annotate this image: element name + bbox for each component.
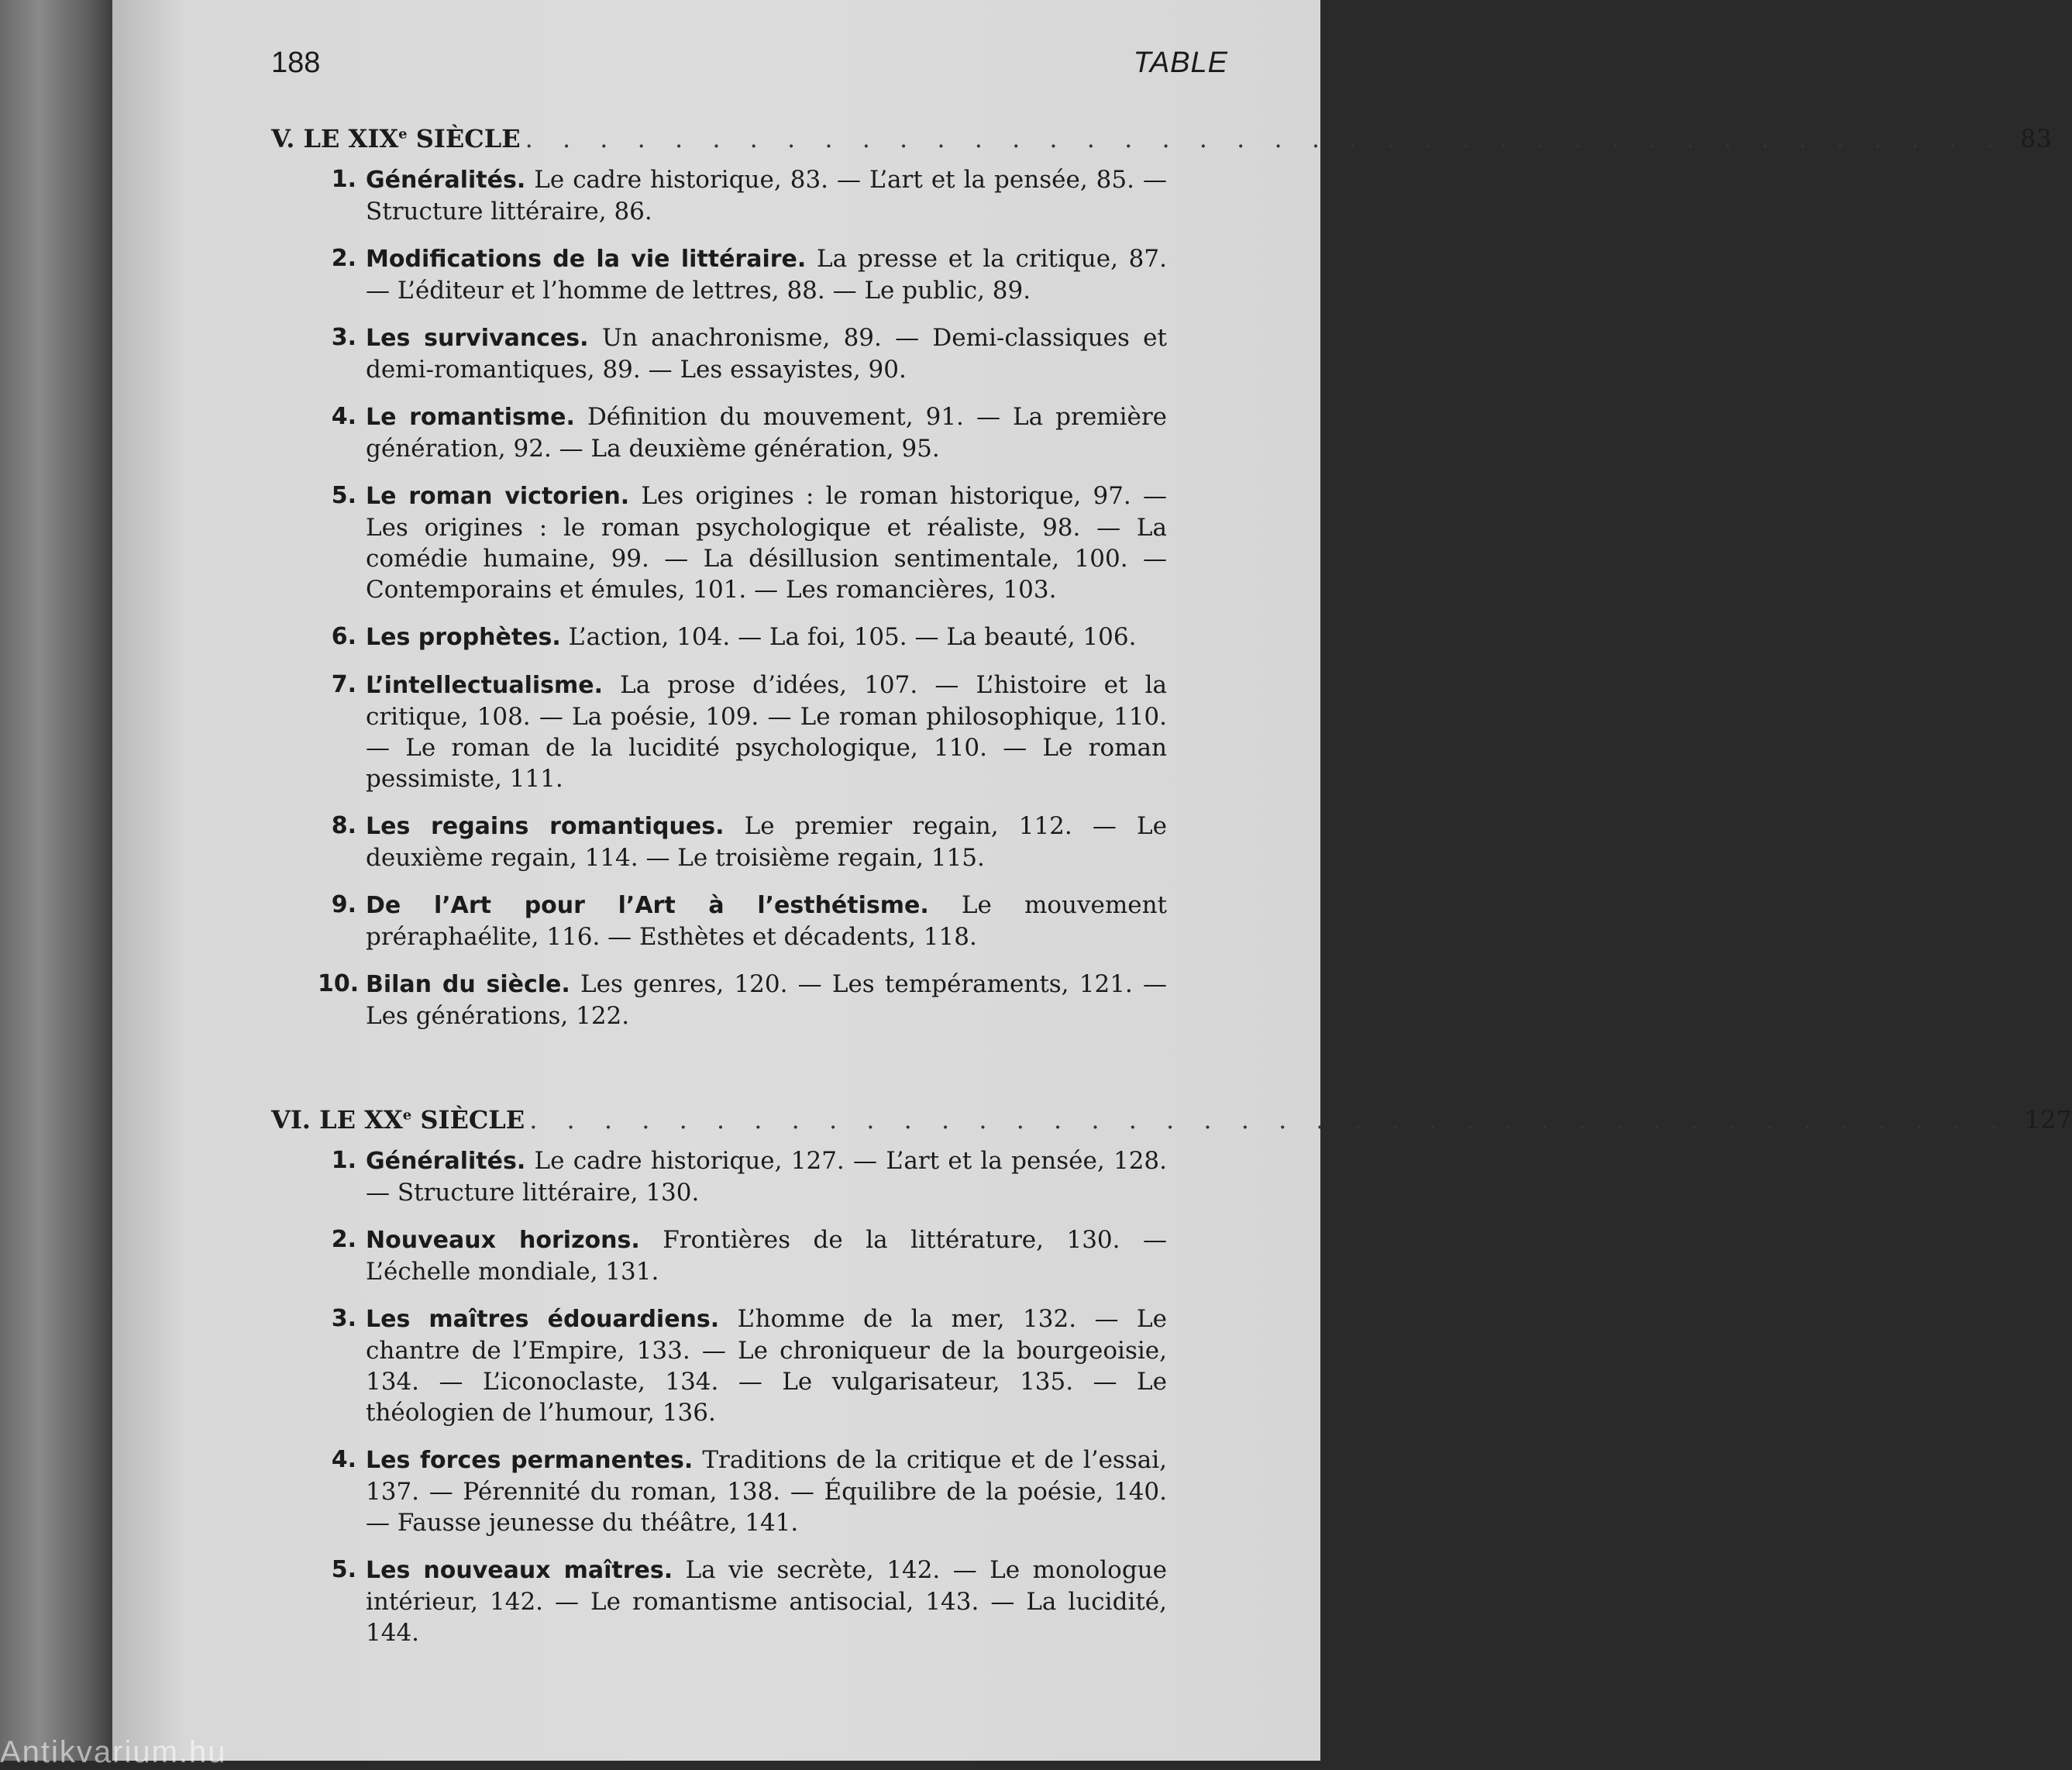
list-item bbox=[331, 164, 1167, 227]
entry-title: Nouveaux horizons. bbox=[366, 1227, 640, 1254]
entry-title: Les regains romantiques. bbox=[366, 813, 725, 840]
list-item bbox=[331, 480, 1167, 605]
list-item bbox=[331, 401, 1167, 464]
part-title: VI. LE XXe SIÈCLE bbox=[271, 1105, 525, 1135]
entry-number: 4. bbox=[331, 403, 356, 430]
list-item bbox=[331, 1555, 1167, 1648]
dot-leader: . . . . . . . . . . . . . . . . . . . . . . . . . . . . . . . . . . . . . . . . bbox=[529, 1105, 2009, 1135]
list-item bbox=[331, 622, 1167, 653]
entry-text: La prose d’idées, 107. — L’histoire et la critique, 108. — La poésie, 109. — Le roman philosophique, 110. — Le roman de la lucidité psychologique, 110. — Le roman pessimiste, 111. bbox=[366, 671, 1167, 793]
entry-text: Définition du mouvement, 91. — La première génération, 92. — La deuxième génération, 95. bbox=[366, 403, 1167, 463]
entry-title: Modifications de la vie littéraire. bbox=[366, 246, 807, 273]
entry-title: Les survivances. bbox=[366, 325, 589, 352]
watermark: Antikvarium.hu bbox=[0, 1735, 227, 1769]
part-heading bbox=[271, 1105, 2072, 1135]
entry-title: Généralités. bbox=[366, 167, 526, 194]
entry-title: Généralités. bbox=[366, 1148, 526, 1175]
list-item bbox=[331, 243, 1167, 306]
entry-text: Le premier regain, 112. — Le deuxième regain, 114. — Le troisième regain, 115. bbox=[366, 812, 1167, 872]
entry-number: 6. bbox=[331, 623, 356, 650]
entry-title: Les forces permanentes. bbox=[366, 1447, 694, 1474]
entry-number: 2. bbox=[331, 1226, 356, 1253]
entry-text: Les origines : le roman historique, 97. — Les origines : le roman psychologique et réaliste, 98. — La comédie humaine, 99. — La désillusion sentimentale, 100. — Contemporains et émules, 101. — Les romancières, 103. bbox=[366, 482, 1167, 604]
book-page bbox=[112, 0, 2072, 1761]
list-item bbox=[318, 969, 1168, 1031]
entry-text: Un anachronisme, 89. — Demi-classiques et demi-romantiques, 89. — Les essayistes, 90. bbox=[366, 324, 1167, 384]
entry-title: Bilan du siècle. bbox=[366, 971, 570, 998]
entry-text: La presse et la critique, 87. — L’éditeur et l’homme de lettres, 88. — Le public, 89. bbox=[366, 245, 1167, 305]
list-item bbox=[331, 1445, 1167, 1538]
list-item bbox=[331, 1224, 1168, 1287]
entry-number: 3. bbox=[331, 1305, 356, 1332]
entry-title: Le roman victorien. bbox=[366, 483, 630, 510]
entry-title: Le romantisme. bbox=[366, 404, 575, 431]
part-title: V. LE XIXe SIÈCLE bbox=[271, 124, 521, 153]
entry-text: L’homme de la mer, 132. — Le chantre de l’Empire, 133. — Le chroniqueur de la bourgeoisie, 134. — L’iconoclaste, 134. — Le vulgarisateur, 135. — Le théologien de l’humour, 136. bbox=[366, 1305, 1167, 1427]
entry-number: 7. bbox=[331, 671, 356, 698]
entry-text: Traditions de la critique et de l’essai, 137. — Pérennité du roman, 138. — Équilibre de la poésie, 140. — Fausse jeunesse du théâtre, 141. bbox=[366, 1446, 1167, 1537]
part-page-number: 83 bbox=[2020, 124, 2052, 153]
page-number: 188 bbox=[271, 46, 321, 79]
part-page-number: 127 bbox=[2024, 1105, 2072, 1135]
entry-number: 9. bbox=[331, 891, 356, 918]
entry-title: De l’Art pour l’Art à l’esthétisme. bbox=[366, 892, 929, 919]
chapter-list bbox=[271, 1145, 1228, 1648]
part-heading bbox=[271, 124, 2052, 153]
entry-number: 1. bbox=[331, 1147, 356, 1174]
entry-text: Le cadre historique, 127. — L’art et la pensée, 128. — Structure littéraire, 130. bbox=[366, 1147, 1168, 1207]
dot-leader: . . . . . . . . . . . . . . . . . . . . . . . . . . . . . . . . . . . . . . . . bbox=[525, 124, 2005, 153]
list-item bbox=[331, 670, 1167, 794]
entry-text: La vie secrète, 142. — Le monologue intérieur, 142. — Le romantisme antisocial, 143. — La lucidité, 144. bbox=[366, 1556, 1167, 1647]
running-head bbox=[271, 46, 1228, 101]
entry-title: Les nouveaux maîtres. bbox=[366, 1557, 673, 1584]
entry-number: 5. bbox=[331, 482, 356, 509]
list-item bbox=[331, 1303, 1167, 1428]
entry-number: 4. bbox=[331, 1446, 356, 1473]
entry-text: Le cadre historique, 83. — L’art et la pensée, 85. — Structure littéraire, 86. bbox=[366, 166, 1167, 226]
entry-text: L’action, 104. — La foi, 105. — La beauté, 106. bbox=[568, 623, 1137, 651]
list-item bbox=[331, 811, 1167, 873]
entry-number: 8. bbox=[331, 812, 356, 839]
page-content bbox=[271, 46, 2072, 1665]
list-item bbox=[331, 1145, 1168, 1208]
entry-text: Le mouvement préraphaélite, 116. — Esthètes et décadents, 118. bbox=[366, 891, 1167, 951]
running-head-title: TABLE bbox=[1133, 46, 1228, 79]
chapter-list bbox=[271, 164, 1228, 1031]
entry-number: 5. bbox=[331, 1556, 356, 1583]
entry-title: Les maîtres édouardiens. bbox=[366, 1306, 720, 1333]
entry-number: 1. bbox=[331, 166, 356, 193]
entry-title: L’intellectualisme. bbox=[366, 672, 604, 699]
entry-text: Les genres, 120. — Les tempéraments, 121. — Les générations, 122. bbox=[366, 970, 1168, 1030]
list-item bbox=[331, 890, 1167, 952]
entry-number: 10. bbox=[318, 970, 360, 997]
entry-title: Les prophètes. bbox=[366, 624, 561, 651]
entry-text: Frontières de la littérature, 130. — L’échelle mondiale, 131. bbox=[366, 1226, 1168, 1286]
entry-number: 3. bbox=[331, 324, 356, 351]
entry-number: 2. bbox=[331, 245, 356, 272]
list-item bbox=[331, 322, 1167, 385]
